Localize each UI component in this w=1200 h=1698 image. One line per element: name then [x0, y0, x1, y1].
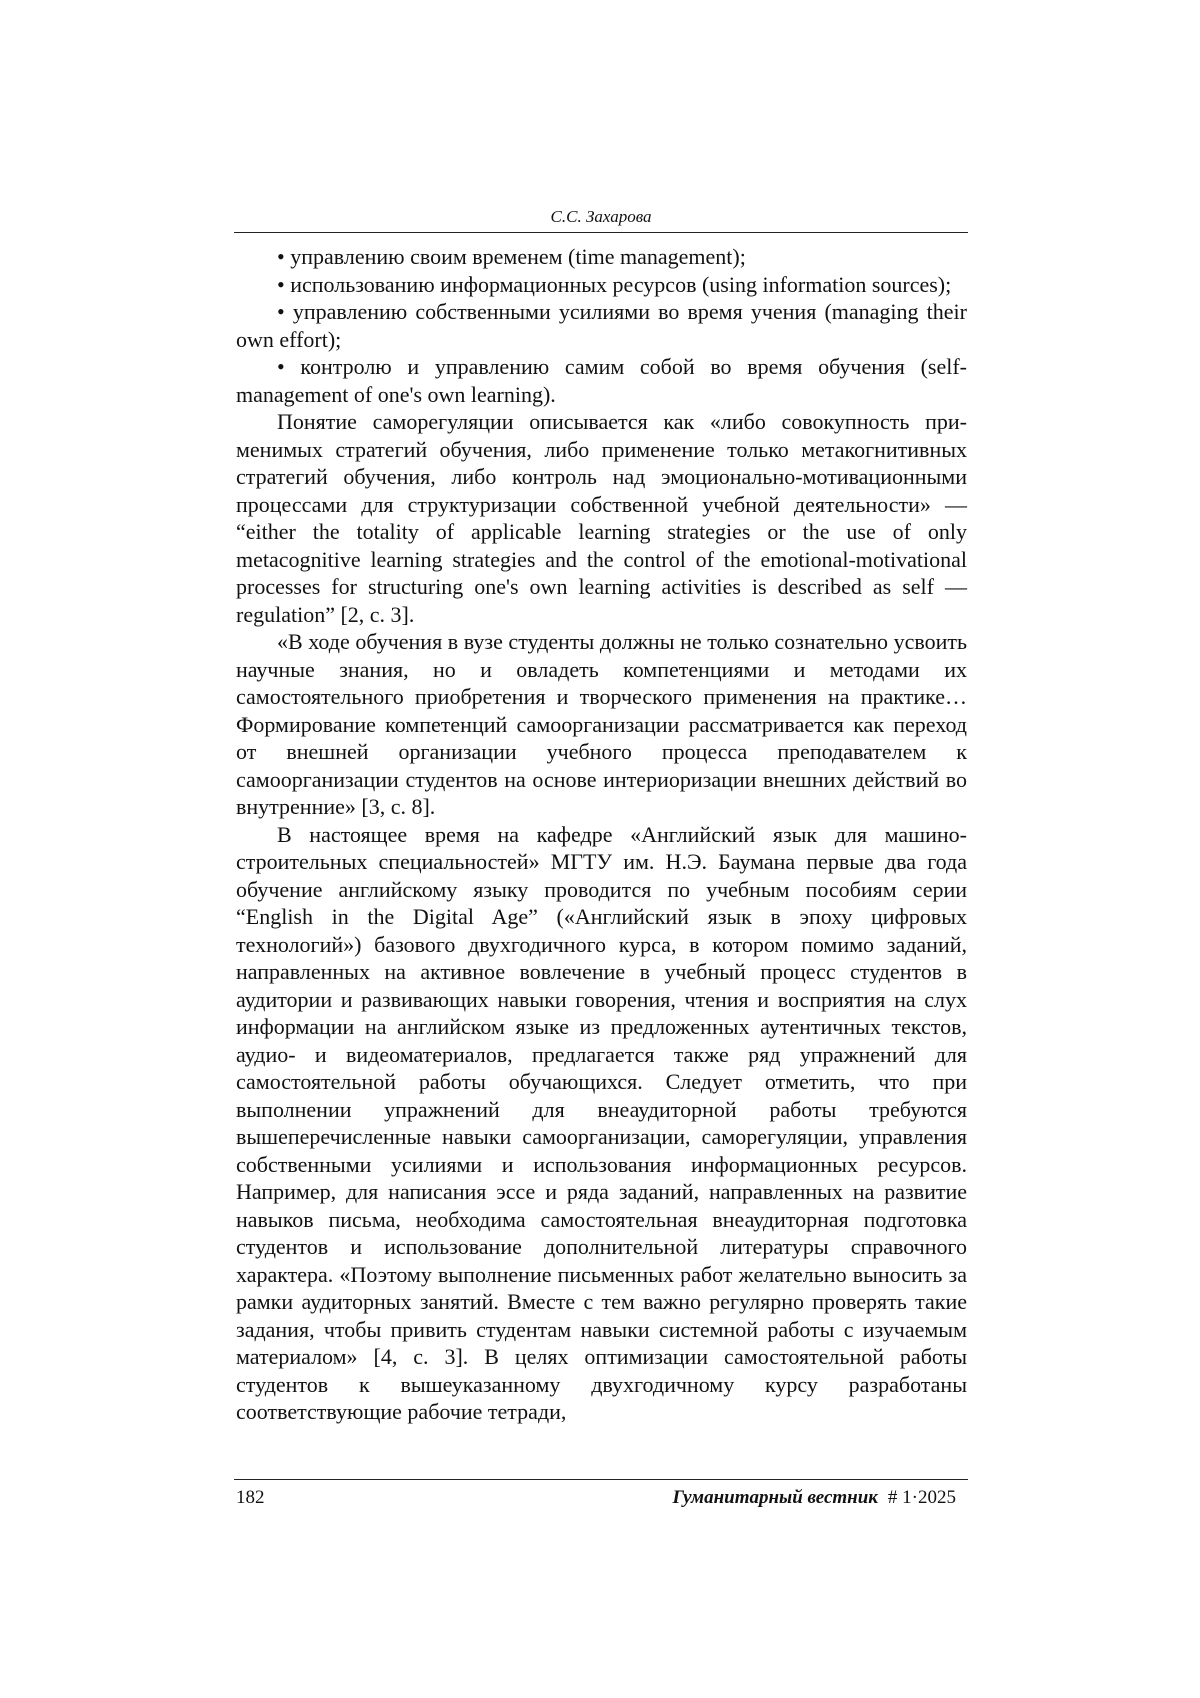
bullet-information-sources: • использованию информационных ресурсов (using information sources);: [236, 271, 967, 299]
journal-issue: # 1·2025: [887, 1487, 956, 1508]
paragraph-self-regulation: Понятие саморегуляции описывается как «либо совокупность применимых стратегий обучения, либо применение только метакогнитивных стратегий обучения, либо контроль над эмоционально-мотивационными процессами для структуризации собственной учебной деятельности» — “either the totality of applicable learning strategies or the use of only metacognitive learning strategies and the control of the emotional-motivational processes for structuring one's own learning activities is described as self — regulation” [2, с. 3].: [236, 409, 967, 627]
bullet-time-management: • управлению своим временем (time management);: [236, 243, 967, 271]
paragraph-university-competencies: «В ходе обучения в вузе студенты должны не только сознательно усвоить научные знания, но и овладеть компетенциями и методами их самостоятельного приобретения и творческого применения на практике… Формирование компетенций самоорганизации рассматривается как переход от внешней организации учебного процесса преподавателем к самоорганизации студентов на основе интериоризации внешних действий во внутренние» [3, с. 8].: [236, 629, 967, 819]
journal-name: Гуманитарный вестник: [672, 1487, 878, 1508]
paragraph-department-course: В настоящее время на кафедре «Английский язык для машиностроительных специальностей» МГТУ им. Н.Э. Баумана первые два года обучение английскому языку проводится по учебным пособиям серии “English in the Digital Age” («Английский язык в эпоху цифровых технологий») базового двухгодичного курса, в котором помимо заданий, направленных на активное вовлечение в учебный процесс студентов в аудитории и развивающих навыки говорения, чтения и восприятия на слух информации на английском языке из предложенных аутентичных текстов, аудио- и видеоматериалов, предлагается также ряд упражнений для самостоятельной работы обучающихся. Следует отметить, что при выполнении упражнений для внеаудиторной работы требуются вышеперечисленные навыки самоорганизации, саморегуляции, управления собственными усилиями и использования информационных ресурсов. Например, для написания эссе и ряда заданий, направленных на развитие навыков письма, необходима самостоятельная внеаудиторная подготовка студентов и использование дополнительной литературы справочного характера. «Поэтому выполнение письменных работ желательно выносить за рамки аудиторных занятий. Вместе с тем важно регулярно проверять такие задания, чтобы привить студентам навыки системной работы с изучаемым материалом» [4, с. 3]. В целях оптимизации самостоятельной работы студентов к вышеуказанному двухгодичному курсу разработаны соответствующие рабочие тетради,: [236, 821, 967, 1424]
bullet-self-management: • контролю и управлению самим собой во время обучения (self-management of one's own learning).: [236, 353, 967, 408]
journal-info: [672, 1486, 956, 1510]
header-author: С.С. Захарова: [550, 207, 652, 226]
bullet-managing-effort: • управлению собственными усилиями во время учения (managing their own effort);: [236, 298, 967, 353]
running-header: [234, 206, 968, 233]
article-body: [236, 243, 967, 1426]
page-number: 182: [236, 1487, 265, 1508]
page-footer: [234, 1479, 968, 1508]
